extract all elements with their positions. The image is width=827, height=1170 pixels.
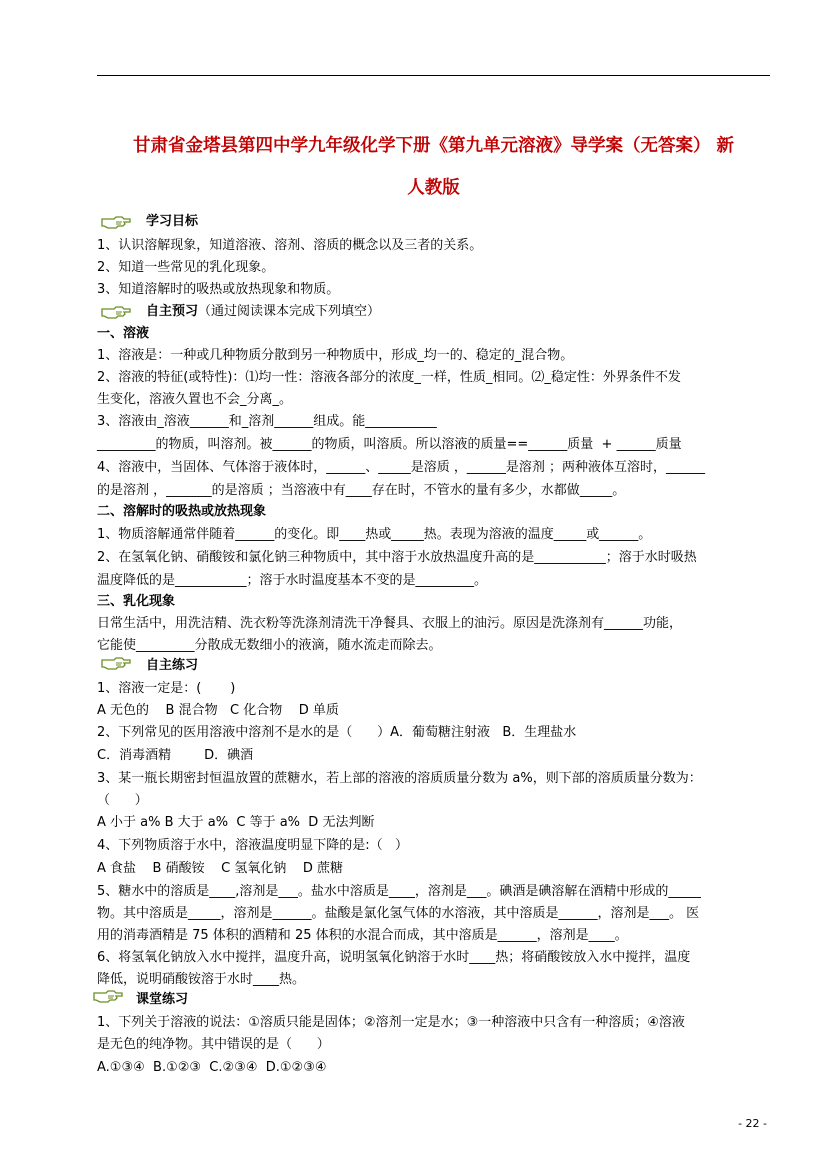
text-line: 用的消毒酒精是 75 体积的酒精和 25 体积的水混合而成，其中溶质是______，溶剂是____。 xyxy=(97,928,628,943)
section-practice: 自主练习 xyxy=(146,658,199,673)
text-line: A.①③④ B.①②③ C.②③④ D.①②③④ xyxy=(97,1060,327,1075)
text-line: 降低，说明硝酸铵溶于水时____热。 xyxy=(97,972,306,987)
text-line: 5、糖水中的溶质是____,溶剂是___。盐水中溶质是____，溶剂是___。碘酒是碘溶解在酒精中形成的_____ xyxy=(97,884,701,899)
pointing-hand-icon xyxy=(100,215,132,231)
text-line: 是无色的纯净物。其中错误的是（ ） xyxy=(97,1037,330,1052)
pointing-hand-icon xyxy=(92,989,124,1005)
pointing-hand-icon xyxy=(100,656,132,672)
pointing-hand-icon xyxy=(100,305,132,321)
text-line: A 无色的 B 混合物 C 化合物 D 单质 xyxy=(97,703,339,718)
text-line: 温度降低的是___________；溶于水时温度基本不变的是_________。 xyxy=(97,573,488,588)
text-line: 4、下列物质溶于水中，溶液温度明显下降的是:（ ） xyxy=(97,838,409,853)
text-line: 2、溶液的特征(或特性)：⑴均一性：溶液各部分的浓度_一样，性质_相同。⑵_稳定性：外界条件不发 xyxy=(97,370,681,385)
goal-3: 3、知道溶解时的吸热或放热现象和物质。 xyxy=(97,282,340,297)
section-class-practice: 课堂练习 xyxy=(136,992,189,1007)
text-line: A 食盐 B 硝酸铵 C 氢氧化钠 D 蔗糖 xyxy=(97,861,344,876)
text-line: 2、下列常见的医用溶液中溶剂不是水的是（ ）A．葡萄糖注射液 B．生理盐水 xyxy=(97,725,577,740)
text-line: 3、溶液由_溶液______和_溶剂______组成。能___________ xyxy=(97,414,437,429)
header-rule xyxy=(97,75,770,76)
text-line: 1、下列关于溶液的说法：①溶质只能是固体；②溶剂一定是水；③一种溶液中只含有一种溶质；④溶液 xyxy=(97,1015,685,1030)
section-preview-title: 自主预习 xyxy=(146,304,199,319)
heading-solution: 一、溶液 xyxy=(97,326,150,341)
page-number: - 22 - xyxy=(738,1117,767,1130)
text-line: _________的物质，叫溶剂。被______的物质，叫溶质。所以溶液的质量==______质量 + ______质量 xyxy=(97,437,682,452)
text-line: 2、在氢氧化钠、硝酸铵和氯化钠三种物质中，其中溶于水放热温度升高的是___________；溶于水时吸热 xyxy=(97,550,697,565)
document-title-line1: 甘肃省金塔县第四中学九年级化学下册《第九单元溶液》导学案（无答案） 新 xyxy=(132,136,735,156)
text-line: 6、将氢氧化钠放入水中搅拌，温度升高，说明氢氧化钠溶于水时____热；将硝酸铵放入水中搅拌，温度 xyxy=(97,950,691,965)
text-line: 物。其中溶质是_____，溶剂是______。盐酸是氯化氢气体的水溶液，其中溶质是______，溶剂是___。 医 xyxy=(97,906,700,921)
text-line: 日常生活中，用洗洁精、洗衣粉等洗涤剂清洗干净餐具、衣服上的油污。原因是洗涤剂有______功能， xyxy=(97,616,683,631)
text-line: 4、溶液中，当固体、气体溶于液体时，______、_____是溶质 ，______是溶剂 ；两种液体互溶时，______ xyxy=(97,460,706,475)
document-title-line2: 人教版 xyxy=(407,178,460,198)
text-line: 1、溶液一定是：( ) xyxy=(97,681,236,696)
text-line: （ ） xyxy=(97,793,148,808)
heading-heat: 二、溶解时的吸热或放热现象 xyxy=(97,504,267,519)
text-line: A 小于 a% B 大于 a% C 等于 a% D 无法判断 xyxy=(97,815,375,830)
text-line: 它能使_________分散成无数细小的液滴，随水流走而除去。 xyxy=(97,638,442,653)
goal-1: 1、认识溶解现象，知道溶液、溶剂、溶质的概念以及三者的关系。 xyxy=(97,238,483,253)
text-line: C．消毒酒精 D．碘酒 xyxy=(97,748,254,763)
heading-emulsify: 三、乳化现象 xyxy=(97,594,176,609)
text-line: 3、某一瓶长期密封恒温放置的蔗糖水，若上部的溶液的溶质质量分数为 a%，则下部的溶质质量分数为： xyxy=(97,771,702,786)
section-preview xyxy=(146,303,380,320)
text-line: 生变化，溶液久置也不会_分离_。 xyxy=(97,392,293,407)
section-goals: 学习目标 xyxy=(146,214,199,229)
text-line: 1、溶液是：一种或几种物质分散到另一种物质中，形成_均一的、稳定的_混合物。 xyxy=(97,348,574,363)
section-preview-note: （通过阅读课本完成下列填空） xyxy=(198,304,381,319)
text-line: 的是溶剂 ，_______的是溶质 ；当溶液中有____存在时，不管水的量有多少，水都做_____。 xyxy=(97,483,626,498)
text-line: 1、物质溶解通常伴随着______的变化。即____热或_____热。表现为溶液的温度_____或______。 xyxy=(97,527,652,542)
goal-2: 2、知道一些常见的乳化现象。 xyxy=(97,260,275,275)
